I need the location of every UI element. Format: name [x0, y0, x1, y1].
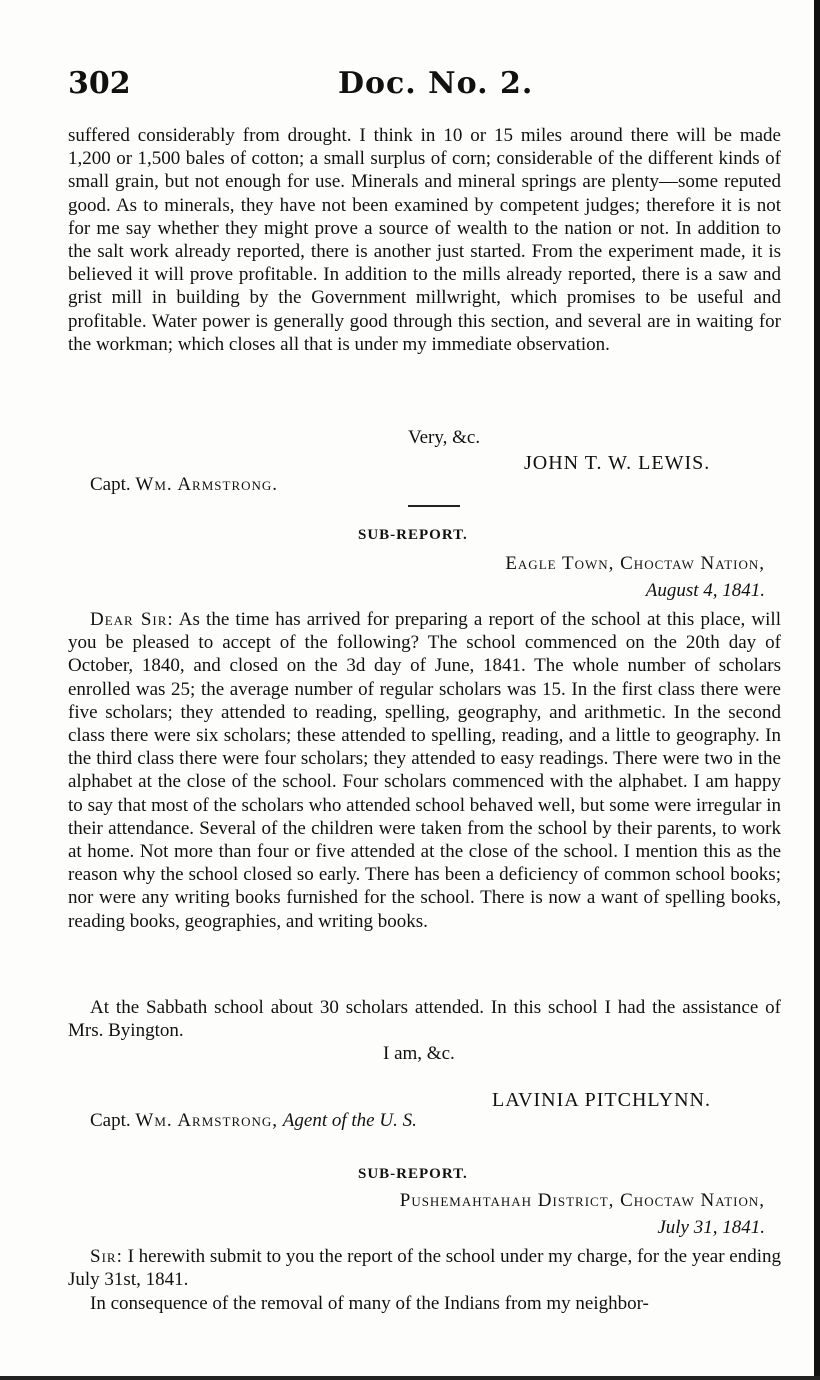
report2-heading: SUB-REPORT.: [358, 527, 468, 543]
document-title: Doc. No. 2.: [338, 66, 534, 101]
report3-paragraph-1: [68, 1245, 781, 1291]
report3-heading: SUB-REPORT.: [358, 1166, 468, 1182]
page-edge-bottom: [0, 1376, 820, 1380]
report2-date-text: August 4, 1841.: [645, 580, 765, 601]
report1-closing: Very, &c.: [408, 427, 481, 448]
report2-date: [560, 580, 765, 602]
report2-addressee-name: Wm. Armstrong,: [135, 1110, 279, 1131]
page-edge-right: [814, 0, 820, 1380]
report3-place: Pushemahtahah District, Choctaw Nation,: [399, 1190, 765, 1211]
report2-place: Eagle Town, Choctaw Nation,: [505, 553, 765, 574]
report1-addressee: [90, 474, 278, 496]
report3-date: [560, 1217, 765, 1239]
report2-closing: I am, &c.: [383, 1043, 455, 1064]
report2-signature: LAVINIA PITCHLYNN.: [492, 1089, 711, 1111]
report2-paragraph-1-text: As the time has arrived for preparing a report of the school at this place, will you be pleased to accept of the following? The school commenced on the 20th day of October, 1840, and closed on the 3d day of June, 1841. The whole number of scholars enrolled was 25; the average number of regular scholars was 15. In the first class there were five scholars; they attended to reading, spelling, geography, and arithmetic. In the second class there were six scholars; these attended to spelling, reading, and a little to geography. In the third class there were four scholars; they attended to easy readings. There were two in the alphabet at the close of the school. Four scholars commenced with the alphabet. I am happy to say that most of the scholars who attended school behaved well, but some were irregular in their attendance. Several of the children were taken from the school by their parents, to work at home. Not more than four or five attended at the close of the school. I mention this as the reason why the school closed so early. There has been a deficiency of common school books; nor were any writing books furnished for the school. There is now a want of spelling books, reading books, geographies, and writing books.: [68, 609, 781, 932]
report3-paragraph-2: In consequence of the removal of many of the Indians from my neighbor-: [90, 1293, 649, 1314]
report2-addressee: [90, 1110, 417, 1132]
report1-addressee-name: Wm. Armstrong.: [135, 474, 279, 495]
report1-paragraph: suffered considerably from drought. I think in 10 or 15 miles around there will be made 1,200 or 1,500 bales of cotton; a small surplus of corn; considerable of the different kinds of small grain, but not enough for use. Minerals and mineral springs are plenty—some reputed good. As to minerals, they have not been examined by competent judges; therefore it is not for me say whether they might prove a source of wealth to the nation or not. In addition to the salt work already reported, there is another just started. From the experiment made, it is believed it will prove profitable. In addition to the mills already reported, there is a saw and grist mill in building by the Government millwright, which promises to be useful and profitable. Water power is generally good through this section, and several are in waiting for the workman; which closes all that is under my immediate observation.: [68, 125, 781, 355]
report3-salutation: Sir:: [90, 1246, 123, 1267]
report2-addressee-role: Agent of the U. S.: [282, 1110, 417, 1131]
report3-paragraph-1-text: I herewith submit to you the report of the school under my charge, for the year ending July 31st, 1841.: [68, 1246, 781, 1291]
section-divider: [408, 505, 460, 507]
report2-salutation: Dear Sir:: [90, 609, 174, 630]
report1-signature: JOHN T. W. LEWIS.: [524, 452, 711, 474]
page-number: 302: [68, 66, 131, 101]
report3-date-text: July 31, 1841.: [657, 1217, 765, 1238]
report2-addressee-title: Capt.: [90, 1110, 131, 1131]
page-header: [68, 66, 780, 106]
report2-paragraph-1: [68, 608, 781, 933]
report2-paragraph-2: At the Sabbath school about 30 scholars attended. In this school I had the assistance of Mrs. Byington.: [68, 997, 781, 1042]
report1-addressee-title: Capt.: [90, 474, 131, 495]
